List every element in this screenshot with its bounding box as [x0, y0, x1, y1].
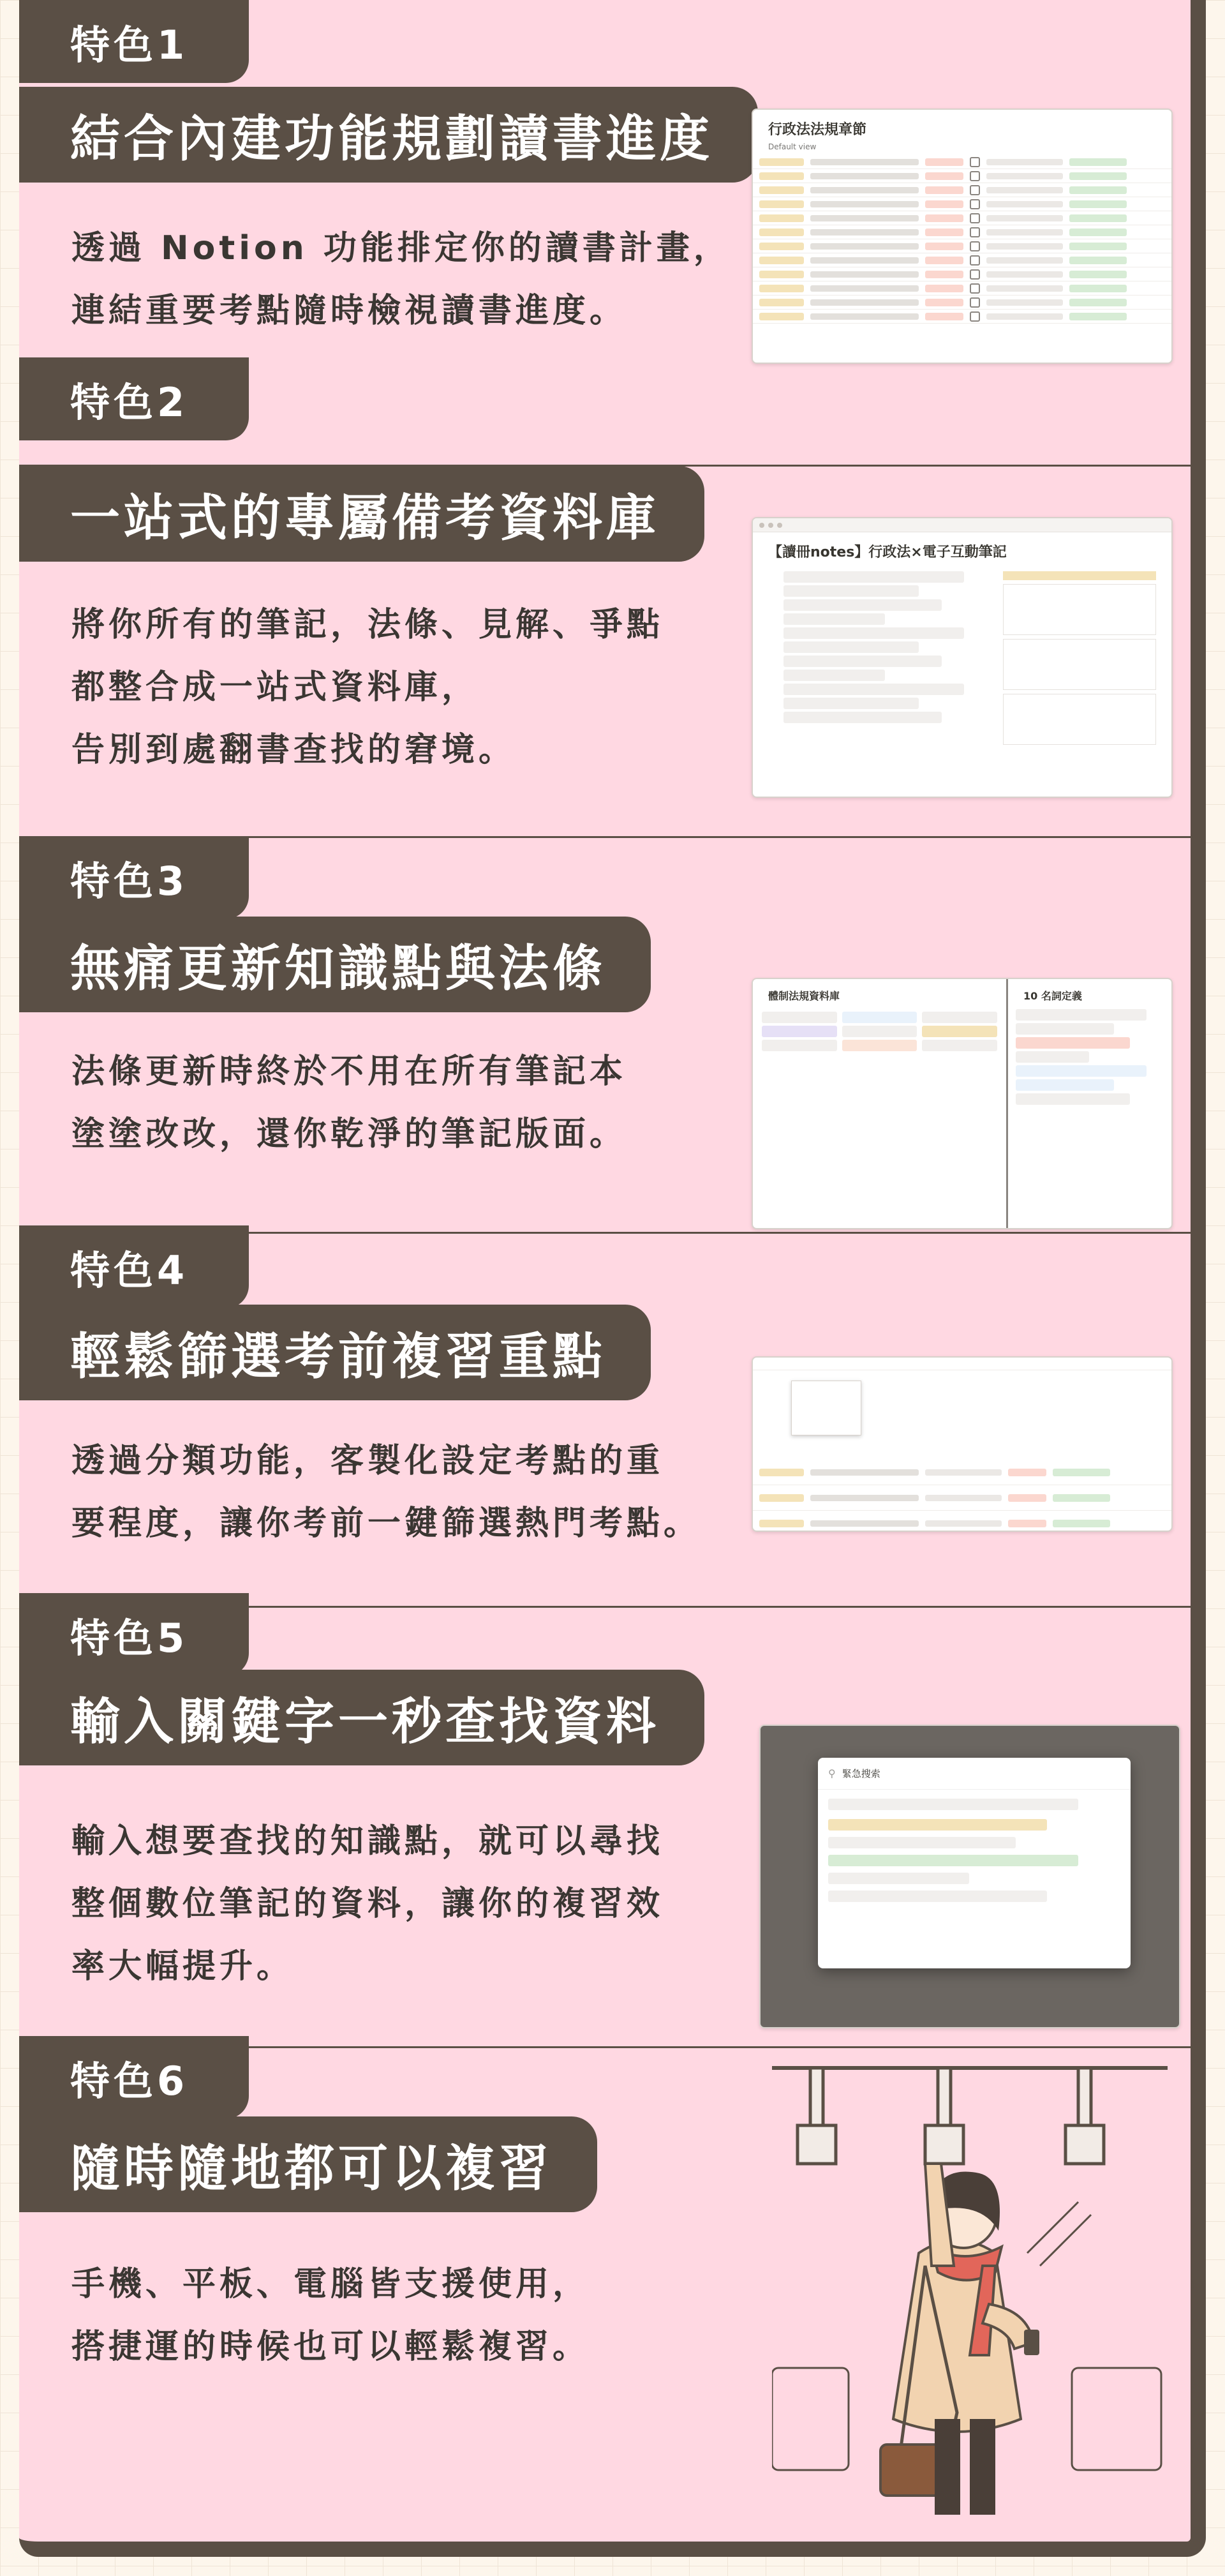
- screenshot-title: 行政法法規章節: [768, 122, 867, 138]
- feature-5-tag: 特色5: [19, 1593, 249, 1676]
- feature-1-screenshot: [752, 109, 1173, 364]
- search-modal[interactable]: [818, 1758, 1131, 1968]
- feature-3-desc: [71, 1040, 627, 1165]
- feature-6-tag: 特色6: [19, 2036, 249, 2119]
- feature-2-desc: [71, 594, 664, 781]
- feature-4-title: 輕鬆篩選考前複習重點: [19, 1305, 651, 1400]
- feature-3-desc-line: 塗塗改改，還你乾淨的筆記版面。: [71, 1115, 627, 1153]
- phone-icon: [1024, 2330, 1039, 2355]
- feature-5-title: 輸入關鍵字一秒查找資料: [19, 1670, 704, 1765]
- feature-1-tag: 特色1: [19, 0, 249, 83]
- feature-5-desc-line: 率大幅提升。: [71, 1947, 294, 1986]
- search-input[interactable]: 緊急搜索: [842, 1768, 880, 1779]
- search-icon: ⚲: [828, 1767, 836, 1779]
- screenshot-table: [753, 155, 1171, 324]
- feature-4-desc: [71, 1430, 701, 1555]
- feature-4: [19, 1225, 1191, 1608]
- feature-5-screenshot: [759, 1725, 1180, 2028]
- feature-5-desc-line: 輸入想要查找的知識點，就可以尋找: [71, 1822, 664, 1861]
- feature-1-title: 結合內建功能規劃讀書進度: [19, 87, 758, 183]
- feature-3-desc-line: 法條更新時終於不用在所有筆記本: [71, 1052, 627, 1091]
- feature-3-screenshot: [752, 978, 1173, 1229]
- screenshot-title: 體制法規資料庫: [768, 990, 840, 1002]
- feature-3-tag: 特色3: [19, 836, 249, 919]
- screenshot-title: 【讀冊notes】行政法×電子互動筆記: [768, 544, 1007, 560]
- feature-5-desc: [71, 1810, 664, 1998]
- feature-6: [19, 2036, 1191, 2557]
- feature-1-desc: [71, 217, 731, 342]
- feature-2-desc-line: 告別到處翻書查找的窘境。: [71, 731, 516, 769]
- screenshot-title-right: 10 名詞定義: [1023, 990, 1082, 1002]
- feature-2-tag: 特色2: [19, 357, 249, 440]
- feature-4-screenshot: [752, 1356, 1173, 1532]
- feature-1-desc-line: 連結重要考點隨時檢視讀書進度。: [71, 292, 627, 330]
- feature-2-screenshot: [752, 517, 1173, 798]
- filter-dropdown[interactable]: [791, 1381, 861, 1435]
- feature-3-title: 無痛更新知識點與法條: [19, 917, 651, 1012]
- feature-5: [19, 1593, 1191, 2040]
- feature-4-tag: 特色4: [19, 1225, 249, 1308]
- screenshot-view-tab: Default view: [768, 142, 817, 151]
- feature-6-desc: [71, 2253, 590, 2378]
- feature-1-desc-line: 透過 Notion 功能排定你的讀書計畫，: [71, 229, 731, 267]
- feature-6-desc-line: 搭捷運的時候也可以輕鬆複習。: [71, 2328, 590, 2366]
- feature-2-title: 一站式的專屬備考資料庫: [19, 466, 704, 562]
- feature-4-desc-line: 要程度，讓你考前一鍵篩選熱門考點。: [71, 1504, 701, 1543]
- feature-6-title: 隨時隨地都可以複習: [19, 2116, 597, 2212]
- feature-panel: [19, 0, 1206, 2557]
- person-figure: [880, 2164, 1039, 2515]
- commuter-illustration: [772, 2062, 1168, 2534]
- feature-2-desc-line: 都整合成一站式資料庫，: [71, 668, 479, 707]
- feature-4-desc-line: 透過分類功能，客製化設定考點的重: [71, 1442, 664, 1480]
- feature-6-desc-line: 手機、平板、電腦皆支援使用，: [71, 2265, 590, 2303]
- feature-2: [19, 357, 1191, 830]
- feature-3: [19, 836, 1191, 1219]
- feature-5-desc-line: 整個數位筆記的資料，讓你的複習效: [71, 1885, 664, 1923]
- feature-2-desc-line: 將你所有的筆記，法條、見解、爭點: [71, 606, 664, 644]
